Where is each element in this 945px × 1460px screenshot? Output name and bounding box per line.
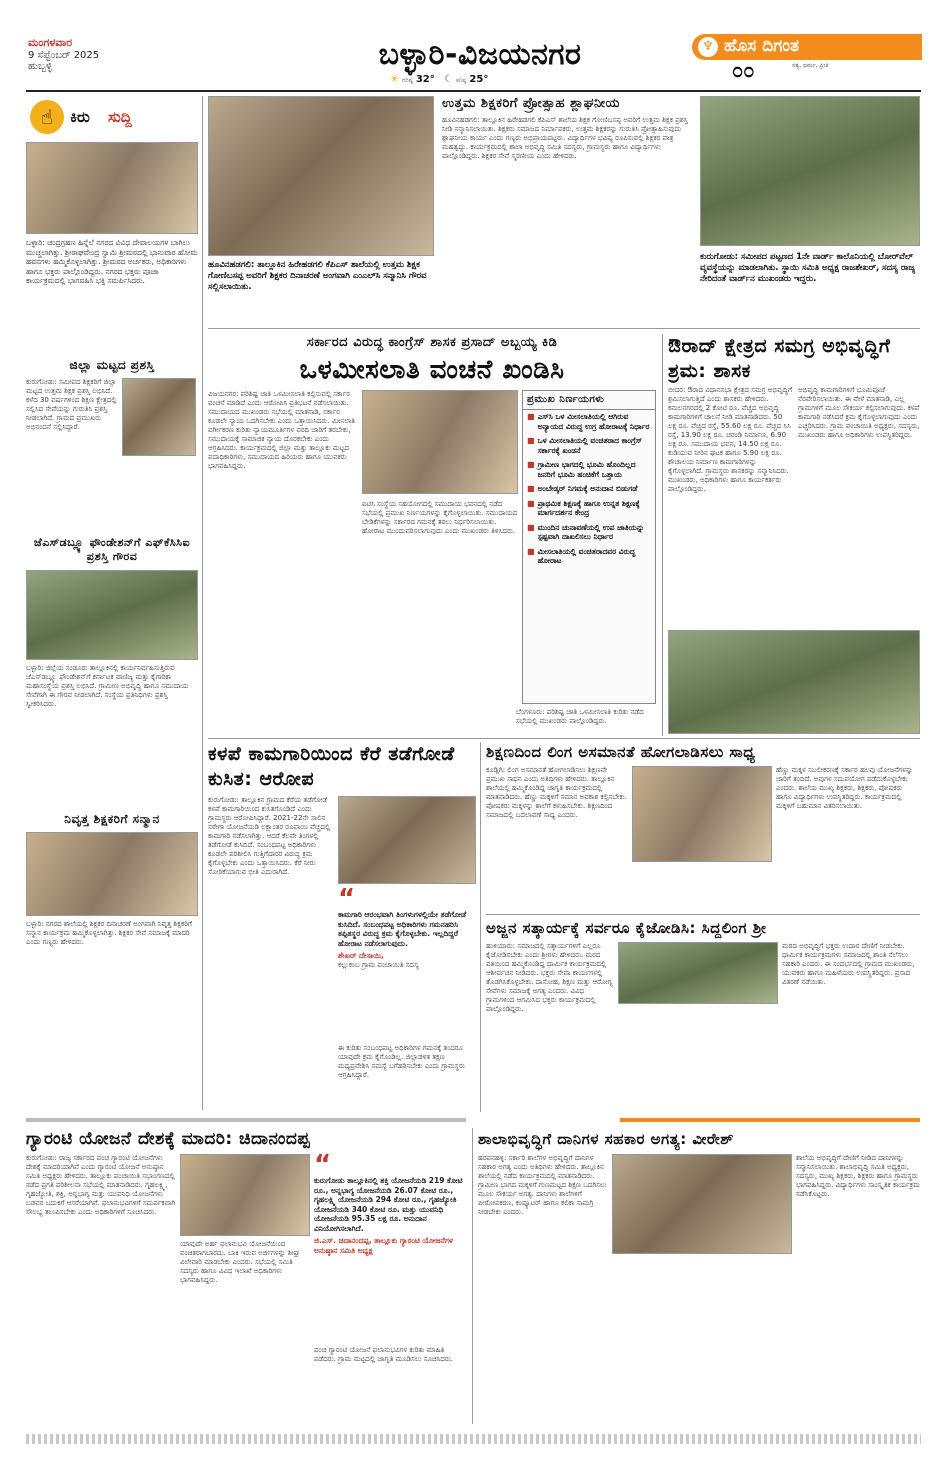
bottom-left-headline: ಗ್ಯಾರಂಟಿ ಯೋಜನೆ ದೇಶಕ್ಕೆ ಮಾದರಿ: ಚಿದಾನಂದಪ್ಪ	[26, 1129, 311, 1149]
quote-icon: “	[338, 884, 356, 914]
bullet-icon: ■	[527, 412, 535, 421]
top-mid-text: ಹೂವಿನಹಡಗಲಿ: ತಾಲ್ಲೂಕಿನ ಹಿರೇಹಡಗಲಿ ಕೆಪಿಎಸ್ ಶಾಲೆಯ ಶಿಕ್ಷಕ ಗೋಣಿಬಸಪ್ಪ ಅವರಿಗೆ ಉತ್ತಮ ಶಿಕ್ಷಕ ಪ್ರಶಸ್ತಿ ನೀಡಿ ಸನ್ಮಾನಿಸಲಾಯಿತು. ಶಿಕ್ಷಕರು ಸಮಾಜದ ನಿರ್ಮಾಪಕರು, ಉತ್ತಮ ಶಿಕ್ಷಕರನ್ನು ಗುರುತಿಸಿ ಪ್ರೋತ್ಸಾಹಿಸುವುದು ಶ್ಲಾಘನೀಯ ಕಾರ್ಯ ಎಂದು ಗಣ್ಯರು ಅಭಿಪ್ರಾಯಪಟ್ಟರು. ವಿದ್ಯಾರ್ಥಿಗಳ ಭವಿಷ್ಯ ರೂಪಿಸುವಲ್ಲಿ ಶಿಕ್ಷಕರ ಪಾತ್ರ ಮಹತ್ವದ್ದು. ಕಾರ್ಯಕ್ರಮದಲ್ಲಿ ಶಾಲಾ ಅಭಿವೃದ್ಧಿ ಸಮಿತಿ ಸದಸ್ಯರು, ಗ್ರಾಮಸ್ಥರು ಹಾಗೂ ವಿದ್ಯಾರ್ಥಿಗಳು ಪಾಲ್ಗೊಂಡಿದ್ದರು. ಶಿಕ್ಷಕರ ಸೇವೆ ಸ್ಮರಣೀಯ ಎಂದು ಹೇಳಿದರು.	[442, 116, 689, 160]
resolution-item: ■ ಗ್ರಾಮೀಣ ಭಾಗದಲ್ಲಿ ಭೂಮಿ ಹೊಂದಿಲ್ಲದ ಜನರಿಗೆ ಭೂಮಿ ಹಂಚಿಕೆಗೆ ಒತ್ತಾಯ	[527, 460, 636, 479]
bottom-left-text3: ಪಂಚ ಗ್ಯಾರಂಟಿ ಯೋಜನೆ ಫಲಾನುಭವಿಗಳ ಕುರಿತು ಮಾಹಿತಿ ಪಡೆದರು. ಗ್ರಾಮ ಮಟ್ಟದಲ್ಲಿ ಜಾಗೃತಿ ಮೂಡಿಸಲು ಸೂಚಿಸಿದರು.	[314, 1346, 454, 1363]
right-text-col1: ಬೀದರ: ಔರಾದ ವಿಧಾನಸಭಾ ಕ್ಷೇತ್ರದ ಸಮಗ್ರ ಅಭಿವೃದ್ಧಿಗೆ ಶ್ರಮಿಸಲಾಗುತ್ತಿದೆ ಎಂದು ಶಾಸಕರು ಹೇಳಿದರು. ಕಮಲನಗರದಲ್ಲಿ 2 ಕೋಟಿ ರೂ. ವೆಚ್ಚದ ಅಭಿವೃದ್ಧಿ ಕಾಮಗಾರಿಗಳಿಗೆ ಚಾಲನೆ ನೀಡಿ ಮಾತನಾಡಿದರು. 50 ಲಕ್ಷ ರೂ. ವೆಚ್ಚದ ರಸ್ತೆ, 55.60 ಲಕ್ಷ ರೂ. ವೆಚ್ಚದ ಸಿಸಿ ರಸ್ತೆ, 13.90 ಲಕ್ಷ ರೂ. ಚರಂಡಿ ನಿರ್ಮಾಣ, 6.90 ಲಕ್ಷ ರೂ. ಸಮುದಾಯ ಭವನ, 14.50 ಲಕ್ಷ ರೂ. ಕುಡಿಯುವ ನೀರಿನ ಘಟಕ ಹಾಗೂ 5.90 ಲಕ್ಷ ರೂ. ಶೌಚಾಲಯ ನಿರ್ಮಾಣ ಕಾಮಗಾರಿಗಳನ್ನು ಕೈಗೊಳ್ಳಲಾಗಿದೆ. ಗ್ರಾಮಸ್ಥರು ಶಾಸಕರನ್ನು ಸನ್ಮಾನಿಸಿದರು. ಮುಖಂಡರು, ಅಧಿಕಾರಿಗಳು ಹಾಗೂ ಕಾರ್ಯಕರ್ತರು ಪಾಲ್ಗೊಂಡಿದ್ದರು.	[668, 386, 792, 493]
lower-right-photo	[618, 942, 778, 1004]
bottom-divider	[472, 1128, 473, 1424]
stat-text: ಕುರುಗೋಡು ತಾಲ್ಲೂಕಿನಲ್ಲಿ ಶಕ್ತಿ ಯೋಜನೆಯಡಿ 219 ಕೋಟಿ ರೂ., ಅನ್ನಭಾಗ್ಯ ಯೋಜನೆಯಡಿ 26.07 ಕೋಟಿ ರೂ., ಗೃಹಲಕ್ಷ್ಮಿ ಯೋಜನೆಯಡಿ 294 ಕೋಟಿ ರೂ., ಗೃಹಜ್ಯೋತಿ ಯೋಜನೆಯಡಿ 340 ಕೋಟಿ ರೂ. ಮತ್ತು ಯುವನಿಧಿ ಯೋಜನೆಯಡಿ 95.35 ಲಕ್ಷ ರೂ. ಅನುದಾನ ವಿನಿಯೋಗಿಸಲಾಗಿದೆ.	[314, 1176, 463, 1233]
bullet-icon: ■	[527, 484, 535, 493]
top-left-photo	[208, 96, 434, 256]
mid-left-text2: ಈ ಕುರಿತು ಸಂಬಂಧಪಟ್ಟ ಅಧಿಕಾರಿಗಳ ಗಮನಕ್ಕೆ ತಂದರೂ ಯಾವುದೇ ಕ್ರಮ ಕೈಗೊಂಡಿಲ್ಲ. ಜಿಲ್ಲಾಡಳಿತ ತಕ್ಷಣ ಮಧ್ಯಪ್ರವೇಶಿಸಿ ಸಮಸ್ಯೆ ಬಗೆಹರಿಸಬೇಕು ಎಂದು ಗ್ರಾಮಸ್ಥರು ಆಗ್ರಹಿಸಿದ್ದಾರೆ.	[338, 1044, 465, 1079]
bottom-right-text2: ಶಾಲೆಯ ಅಭಿವೃದ್ಧಿಗೆ ದೇಣಿಗೆ ನೀಡಿದ ದಾನಿಗಳನ್ನು ಸನ್ಮಾನಿಸಲಾಯಿತು. ಶಾಲಾಭಿವೃದ್ಧಿ ಸಮಿತಿ ಅಧ್ಯಕ್ಷರು, ಸದಸ್ಯರು, ಮುಖ್ಯ ಶಿಕ್ಷಕರು, ಶಿಕ್ಷಕರು ಹಾಗೂ ಗ್ರಾಮಸ್ಥರು ಭಾಗವಹಿಸಿದ್ದರು. ವಿದ್ಯಾರ್ಥಿಗಳು ಸಾಂಸ್ಕೃತಿಕ ಕಾರ್ಯಕ್ರಮ ನಡೆಸಿಕೊಟ್ಟರು.	[796, 1154, 920, 1198]
mid-row-rule	[208, 738, 920, 739]
story2-text: ಕುರುಗೋಡು: ಸಮೀಪದ ಶಿಕ್ಷಕರಿಗೆ ಜಿಲ್ಲಾ ಮಟ್ಟದ ಉತ್ತಮ ಶಿಕ್ಷಕ ಪ್ರಶಸ್ತಿ ಲಭಿಸಿದೆ. ಕಳೆದ 30 ವರ್ಷಗಳಿಂದ ಶಿಕ್ಷಣ ಕ್ಷೇತ್ರದಲ್ಲಿ ಸಲ್ಲಿಸಿದ ಸೇವೆಯನ್ನು ಗುರುತಿಸಿ ಪ್ರಶಸ್ತಿ ನೀಡಲಾಗಿದೆ. ಗ್ರಾಮದ ಪ್ರಮುಖರು ಅಭಿನಂದನೆ ಸಲ್ಲಿಸಿದ್ದಾರೆ.	[26, 378, 117, 431]
stat-quote-icon: “	[314, 1150, 332, 1180]
brand-tagline: ಸತ್ಯ, ಧರ್ಮ, ಪ್ರೀತಿ	[792, 62, 829, 69]
story4-headline: ನಿವೃತ್ತ ಶಿಕ್ಷಕರಿಗೆ ಸನ್ಮಾನ	[64, 812, 160, 826]
resolution-item: ■ ಮೀಸಲಾತಿಯಲ್ಲಿ ವಂಚಿತರಾದವರ ವಿರುದ್ಧ ಹೋರಾಟ	[527, 546, 636, 565]
bullet-icon: ■	[527, 498, 535, 508]
date-label: 9 ಸೆಪ್ಟೆಂಬರ್ 2025	[28, 50, 100, 61]
stat-box	[314, 1150, 466, 1342]
bottom-left-photo	[180, 1154, 310, 1236]
mid-right-text2: ಹೆಣ್ಣು ಮಕ್ಕಳ ಸಬಲೀಕರಣಕ್ಕೆ ಸರ್ಕಾರ ಹಲವು ಯೋಜನೆಗಳನ್ನು ಜಾರಿಗೆ ತಂದಿದೆ. ಅವುಗಳ ಸದುಪಯೋಗ ಪಡೆದುಕೊಳ್ಳಬೇಕು ಎಂದರು. ಶಾಲೆಯ ಮುಖ್ಯ ಶಿಕ್ಷಕರು, ಶಿಕ್ಷಕರು, ಪೋಷಕರು ಹಾಗೂ ವಿದ್ಯಾರ್ಥಿಗಳು ಉಪಸ್ಥಿತರಿದ್ದರು. ಕಾರ್ಯಕ್ರಮದಲ್ಲಿ ಮಕ್ಕಳಿಗೆ ಬಹುಮಾನ ವಿತರಿಸಲಾಯಿತು.	[776, 766, 913, 810]
story3-headline: ಜೆಎಸ್‌ಡಬ್ಲ್ಯೂ ಫೌಂಡೇಶನ್‌ಗೆ ಎಫ್‌ಕೆಸಿಸಿಐ ಪ್ರಶಸ್ತಿ ಗೌರವ	[33, 536, 191, 563]
bullet-icon: ■	[527, 522, 535, 532]
resolution-item: ■ ಅಂಬೇಡ್ಕರ್ ನಿಗಮಕ್ಕೆ ಅನುದಾನ ಬಿಡುಗಡೆ	[527, 484, 638, 493]
weather-block	[390, 74, 570, 85]
day-label: ಮಂಗಳವಾರ	[28, 36, 73, 49]
story1-photo	[26, 142, 198, 234]
right-headline: ಔರಾದ್ ಕ್ಷೇತ್ರದ ಸಮಗ್ರ ಅಭಿವೃದ್ಧಿಗೆ ಶ್ರಮ: ಶಾಸಕ	[668, 335, 891, 382]
page-title: ಬಳ್ಳಾರಿ-ವಿಜಯನಗರ	[378, 37, 582, 72]
lead-headline: ಒಳಮೀಸಲಾತಿ ವಂಚನೆ ಖಂಡಿಸಿ	[299, 355, 565, 385]
moon-icon: ☾	[443, 74, 453, 85]
lead-kicker: ಸರ್ಕಾರದ ವಿರುದ್ಧ ಕಾಂಗ್ರೆಸ್ ಶಾಸಕ ಪ್ರಸಾದ್ ಅಬ್ಬಯ್ಯ ಕಿಡಿ	[306, 335, 558, 350]
lead-text-col2: ಐಟಿಸಿ ಸಂಸ್ಥೆಯ ಸಹಯೋಗದಲ್ಲಿ ಸಮುದಾಯ ಭವನದಲ್ಲಿ ನಡೆದ ಸಭೆಯಲ್ಲಿ ಪ್ರಮುಖ ನಿರ್ಣಯಗಳನ್ನು ಕೈಗೊಳ್ಳಲಾಯಿತು. ಸಮುದಾಯದ ಬೇಡಿಕೆಗಳನ್ನು ಸರ್ಕಾರದ ಗಮನಕ್ಕೆ ತರಲು ನಿರ್ಧರಿಸಲಾಯಿತು. ಹೋರಾಟ ಮುಂದುವರಿಸಲಾಗುವುದು ಎಂದು ಮುಖಂಡರು ತಿಳಿಸಿದರು.	[362, 500, 518, 535]
lamp-icon: ♆	[698, 37, 718, 57]
quote-author: ಶೇಖರ್ ದೇಸಾಯಿ,	[338, 951, 384, 960]
right-photo	[668, 630, 920, 734]
story1-text: ಬಳ್ಳಾರಿ: ಚಂದ್ರಗ್ರಹಣ ಹಿನ್ನೆಲೆ ನಗರದ ವಿವಿಧ ದೇವಾಲಯಗಳ ಬಾಗಿಲು ಮುಚ್ಚಲಾಗಿತ್ತು. ಶ್ರೀರಾಘವೇಂದ್ರ ಸ್ವಾಮಿ ಶ್ರೀಮಠದಲ್ಲಿ ಭಾನುವಾರ ಹೋಮ ಹವನಗಳು ಹಮ್ಮಿಕೊಳ್ಳಲಾಗಿತ್ತು. ಶ್ರೀಮಠದ ಅರ್ಚಕರು, ಅಧಿಕಾರಿಗಳು ಹಾಗೂ ಭಕ್ತರು ಪಾಲ್ಗೊಂಡಿದ್ದರು. ನಗರದ ಭಕ್ತರು ಪೂಜಾ ಕಾರ್ಯಕ್ರಮದಲ್ಲಿ ಭಾಗವಹಿಸಿ ಭಕ್ತಿ ಸಮರ್ಪಿಸಿದರು.	[26, 238, 198, 285]
lower-right-text: ಹುಳಿಯಾರು: ಸಮಾಜದಲ್ಲಿ ಸತ್ಕಾರ್ಯಗಳಿಗೆ ಎಲ್ಲರೂ ಕೈಜೋಡಿಸಬೇಕು ಎಂದು ಶ್ರೀಗಳು ಹೇಳಿದರು. ಮಠದ ವತಿಯಿಂದ ಹಮ್ಮಿಕೊಂಡಿದ್ದ ಧಾರ್ಮಿಕ ಕಾರ್ಯಕ್ರಮದಲ್ಲಿ ಆಶೀರ್ವಚನ ನೀಡಿದರು. ಭಕ್ತರು ಸೇವಾ ಕಾರ್ಯಗಳಲ್ಲಿ ತೊಡಗಿಸಿಕೊಳ್ಳಬೇಕು. ದಾಸೋಹ, ಶಿಕ್ಷಣ ಮತ್ತು ಆರೋಗ್ಯ ಸೇವೆಗಳು ಸಮಾಜಕ್ಕೆ ಅಗತ್ಯ ಎಂದರು. ವಿವಿಧ ಗ್ರಾಮಗಳಿಂದ ಆಗಮಿಸಿದ ಭಕ್ತರು ಕಾರ್ಯಕ್ರಮದಲ್ಲಿ ಪಾಲ್ಗೊಂಡಿದ್ದರು.	[486, 942, 613, 1013]
resolution-item: ■ ಪ್ರಾಥಮಿಕ ಶಿಕ್ಷಣಕ್ಕೆ ಹಾಗೂ ಉನ್ನತ ಶಿಕ್ಷಣಕ್ಕೆ ಮಾರ್ಗದರ್ಶನ ಕೇಂದ್ರ	[527, 498, 640, 517]
masthead	[0, 0, 945, 90]
sun-icon: ☀	[390, 74, 399, 85]
story3-photo	[26, 570, 198, 660]
quote-text: ಕಾಮಗಾರಿ ಆರಂಭವಾಗಿ ತಿಂಗಳುಗಳಲ್ಲಿಯೇ ತಡೆಗೋಡೆ ಕುಸಿದಿದೆ. ಸಂಬಂಧಪಟ್ಟ ಅಧಿಕಾರಿಗಳು ಗಮನಹರಿಸಿ ತಪ್ಪಿತಸ್ಥರ ವಿರುದ್ಧ ಕ್ರಮ ಕೈಗೊಳ್ಳಬೇಕು. ಇಲ್ಲದಿದ್ದರೆ ಹೋರಾಟ ನಡೆಸಲಾಗುವುದು.	[338, 910, 467, 948]
bullet-icon: ■	[527, 546, 535, 556]
bottom-right-photo	[612, 1154, 792, 1254]
story2-photo	[122, 378, 196, 456]
mid-right-text: ಕೂಡ್ಲಿಗಿ: ಲಿಂಗ ಅಸಮಾನತೆ ಹೋಗಲಾಡಿಸಲು ಶಿಕ್ಷಣವೇ ಪ್ರಮುಖ ಸಾಧನ ಎಂದು ಅತಿಥಿಗಳು ಹೇಳಿದರು. ತಾಲ್ಲೂಕಿನ ಶಾಲೆಯಲ್ಲಿ ಹಮ್ಮಿಕೊಂಡಿದ್ದ ಜಾಗೃತಿ ಕಾರ್ಯಕ್ರಮದಲ್ಲಿ ಮಾತನಾಡಿದರು. ಹೆಣ್ಣು ಮಕ್ಕಳಿಗೆ ಸಮಾನ ಅವಕಾಶ ಕಲ್ಪಿಸಬೇಕು. ಪೋಷಕರು ಮಕ್ಕಳನ್ನು ಶಾಲೆಗೆ ಕಳುಹಿಸಬೇಕು. ಶಿಕ್ಷಣದಿಂದ ಸಮಾಜದಲ್ಲಿ ಬದಲಾವಣೆ ಸಾಧ್ಯ ಎಂದರು.	[486, 766, 627, 819]
resolution-item: ■ ಎಸ್‌ಸಿ ಒಳ ಮೀಸಲಾತಿಯಲ್ಲಿ ಆಗಿರುವ ಅನ್ಯಾಯದ ವಿರುದ್ಧ ಉಗ್ರ ಹೋರಾಟಕ್ಕೆ ನಿರ್ಧಾರ	[527, 412, 650, 431]
section-bar-left	[26, 1118, 466, 1122]
top-left-caption: ಹೂವಿನಹಡಗಲಿ: ತಾಲ್ಲೂಕಿನ ಹಿರೇಹಡಗಲಿ ಕೆಪಿಎಸ್ ಶಾಲೆಯಲ್ಲಿ ಉತ್ತಮ ಶಿಕ್ಷಕ ಗೋಣಿಬಸಪ್ಪ ಅವರಿಗೆ ಶಿಕ್ಷಕರ ದಿನಾಚರಣೆ ಅಂಗವಾಗಿ ಎಂಎಲ್‌ಸಿ ಸನ್ಮಾನಿಸಿ ಗೌರವ ಸಲ್ಲಿಸಲಾಯಿತು.	[208, 260, 427, 292]
quote-box	[338, 884, 476, 1040]
lead-divider	[662, 334, 663, 736]
top-mid-headline: ಉತ್ತಮ ಶಿಕ್ಷಕರಿಗೆ ಪ್ರೋತ್ಸಾಹ ಶ್ಲಾಘನೀಯ	[442, 96, 620, 111]
resolutions-box	[522, 390, 656, 704]
resolution-item: ■ ಮುಂದಿನ ಚುನಾವಣೆಯಲ್ಲಿ ಉಪ ಜಾತಿಯನ್ನು ಸ್ಪಷ್ಟವಾಗಿ ದಾಖಲಿಸಲು ನಿರ್ಧಾರ	[527, 522, 645, 541]
kirusuddi-header	[26, 96, 198, 138]
lead-photo-caption: ಬೆಂಗಳೂರು: ಪರಿಶಿಷ್ಟ ಜಾತಿ ಒಳಮೀಸಲಾತಿ ಕುರಿತು ನಡೆದ ಸಭೆಯಲ್ಲಿ ಮುಖಂಡರು ಪಾಲ್ಗೊಂಡಿದ್ದರು.	[516, 708, 644, 725]
quote-role: ಕಲ್ಲುಕಂಬ ಗ್ರಾಮ ಪಂಚಾಯಿತಿ ಸದಸ್ಯ	[338, 961, 419, 969]
mid-divider	[480, 742, 481, 1112]
bullet-icon: ■	[527, 460, 535, 469]
lead-photo	[362, 390, 518, 494]
story2-headline: ಜಿಲ್ಲಾ ಮಟ್ಟದ ಪ್ರಶಸ್ತಿ	[69, 358, 155, 372]
min-temp: 25°	[469, 74, 489, 85]
bottom-left-text: ಕುರುಗೋಡು: ರಾಜ್ಯ ಸರ್ಕಾರದ ಪಂಚ ಗ್ಯಾರಂಟಿ ಯೋಜನೆಗಳು ದೇಶಕ್ಕೆ ಮಾದರಿಯಾಗಿವೆ ಎಂದು ಗ್ಯಾರಂಟಿ ಯೋಜನೆ ಅನುಷ್ಠಾನ ಸಮಿತಿ ಅಧ್ಯಕ್ಷರು ಹೇಳಿದರು. ತಾಲ್ಲೂಕು ಪಂಚಾಯಿತಿ ಸಭಾಂಗಣದಲ್ಲಿ ನಡೆದ ಪ್ರಗತಿ ಪರಿಶೀಲನಾ ಸಭೆಯಲ್ಲಿ ಮಾತನಾಡಿದರು. ಗೃಹಲಕ್ಷ್ಮಿ, ಗೃಹಜ್ಯೋತಿ, ಶಕ್ತಿ, ಅನ್ನಭಾಗ್ಯ ಮತ್ತು ಯುವನಿಧಿ ಯೋಜನೆಗಳು ಬಡವರ ಬದುಕಿಗೆ ಆಸರೆಯಾಗಿವೆ. ಫಲಾನುಭವಿಗಳಿಗೆ ಸಮರ್ಪಕವಾಗಿ ಸೌಲಭ್ಯ ತಲುಪಿಸಬೇಕು ಎಂದು ಅಧಿಕಾರಿಗಳಿಗೆ ಸೂಚಿಸಿದರು.	[26, 1154, 176, 1216]
section-bar-right	[620, 1118, 920, 1122]
lead-text-col1: ವಿಜಯನಗರ: ಪರಿಶಿಷ್ಟ ಜಾತಿ ಒಳಮೀಸಲಾತಿ ಕಲ್ಪಿಸುವಲ್ಲಿ ಸರ್ಕಾರ ವಂಚನೆ ಮಾಡಿದೆ ಎಂದು ಆರೋಪಿಸಿ ಪ್ರತಿಭಟನೆ ನಡೆಸಲಾಯಿತು. ಸಮುದಾಯದ ಮುಖಂಡರು ಸಭೆಯಲ್ಲಿ ಮಾತನಾಡಿ, ಸರ್ಕಾರ ಕೂಡಲೇ ನ್ಯಾಯ ಒದಗಿಸಬೇಕು ಎಂದು ಒತ್ತಾಯಿಸಿದರು. ಮೀಸಲಾತಿ ವರ್ಗೀಕರಣ ಕುರಿತು ನ್ಯಾಯಮೂರ್ತಿಗಳ ವರದಿ ಜಾರಿಗೆ ತರಬೇಕು, ಸಮುದಾಯಕ್ಕೆ ಸಾಮಾಜಿಕ ನ್ಯಾಯ ದೊರಕಬೇಕು ಎಂದು ಆಗ್ರಹಿಸಿದರು. ಕಾರ್ಯಕ್ರಮದಲ್ಲಿ ಜಿಲ್ಲಾ ಮತ್ತು ತಾಲ್ಲೂಕು ಮಟ್ಟದ ಪದಾಧಿಕಾರಿಗಳು, ಸಮುದಾಯದ ಹಿರಿಯರು ಹಾಗೂ ಯುವಕರು ಭಾಗವಹಿಸಿದ್ದರು.	[208, 390, 355, 470]
bullet-icon: ■	[527, 436, 535, 445]
hand-icon: ☝	[30, 100, 64, 134]
mid-right-rule	[486, 914, 920, 915]
min-temp-label: ಕನಿಷ್ಠ	[456, 77, 467, 84]
lower-right-text2: ಮಠದ ಅಭಿವೃದ್ಧಿಗೆ ಭಕ್ತರು ಉದಾರ ದೇಣಿಗೆ ನೀಡಬೇಕು. ಧಾರ್ಮಿಕ ಕಾರ್ಯಕ್ರಮಗಳು ಸಮಾಜದಲ್ಲಿ ಶಾಂತಿ ನೆಲೆಸಲು ಸಹಕಾರಿ ಎಂದರು. ಈ ಸಂದರ್ಭದಲ್ಲಿ ಗ್ರಾಮದ ಮುಖಂಡರು, ಯುವಕರು ಹಾಗೂ ಮಹಿಳೆಯರು ಉಪಸ್ಥಿತರಿದ್ದರು. ಪ್ರಸಾದ ವಿತರಣೆ ನಡೆಯಿತು.	[782, 942, 915, 986]
resolutions-title: ಪ್ರಮುಖ ನಿರ್ಣಯಗಳು	[523, 391, 655, 410]
mid-right-headline: ಶಿಕ್ಷಣದಿಂದ ಲಿಂಗ ಅಸಮಾನತೆ ಹೋಗಲಾಡಿಸಲು ಸಾಧ್ಯ	[486, 743, 756, 761]
bottom-left-text2: ಯಾವುದೇ ಅರ್ಹ ಫಲಾನುಭವಿ ಯೋಜನೆಯಿಂದ ವಂಚಿತರಾಗಬಾರದು. ಬಾಕಿ ಇರುವ ಅರ್ಜಿಗಳನ್ನು ಶೀಘ್ರ ವಿಲೇವಾರಿ ಮಾಡಬೇಕು ಎಂದರು. ಸಭೆಯಲ್ಲಿ ಸಮಿತಿ ಸದಸ್ಯರು ಹಾಗೂ ವಿವಿಧ ಇಲಾಖೆ ಅಧಿಕಾರಿಗಳು ಭಾಗವಹಿಸಿದ್ದರು.	[180, 1240, 300, 1284]
bottom-right-headline: ಶಾಲಾಭಿವೃದ್ಧಿಗೆ ದಾನಿಗಳ ಸಹಕಾರ ಅಗತ್ಯ: ವೀರೇಶ್	[478, 1130, 734, 1148]
kirusuddi-label-b: ಸುದ್ದಿ	[108, 108, 132, 126]
mid-right-photo	[632, 766, 772, 862]
lower-right-headline: ಅಜ್ಜನ ಸತ್ಕಾರ್ಯಕ್ಕೆ ಸರ್ವರೂ ಕೈಜೋಡಿಸಿ: ಸಿದ್ದಲಿಂಗ ಶ್ರೀ	[486, 919, 767, 937]
date-block	[28, 36, 158, 72]
resolutions-list	[523, 410, 655, 573]
story3-text: ಬಳ್ಳಾರಿ: ಜಿಲ್ಲೆಯ ಸಂಡೂರು ತಾಲ್ಲೂಕಿನಲ್ಲಿ ಕಾರ್ಯನಿರ್ವಹಿಸುತ್ತಿರುವ ಜೆಎಸ್‌ಡಬ್ಲ್ಯೂ ಫೌಂಡೇಶನ್‌ಗೆ ಕರ್ನಾಟಕ ವಾಣಿಜ್ಯ ಮತ್ತು ಕೈಗಾರಿಕಾ ಮಹಾಸಂಸ್ಥೆಯ ಪ್ರಶಸ್ತಿ ಲಭಿಸಿದೆ. ಗ್ರಾಮೀಣ ಅಭಿವೃದ್ಧಿ ಹಾಗೂ ಸಮುದಾಯ ಸೇವೆಗಾಗಿ ಈ ಗೌರವ ನೀಡಲಾಗಿದೆ. ಸಂಸ್ಥೆಯ ಪ್ರತಿನಿಧಿಗಳು ಪ್ರಶಸ್ತಿ ಸ್ವೀಕರಿಸಿದರು.	[26, 664, 189, 708]
kirusuddi-column	[26, 96, 198, 1110]
edition-label: ಹುಬ್ಬಳ್ಳಿ	[28, 61, 53, 72]
header-rule	[26, 90, 921, 92]
kirusuddi-label-a: ಕಿರು	[70, 108, 90, 126]
page-number: ೦೦	[732, 58, 755, 82]
stat-author: ಜಿ.ಎಸ್. ಚಿದಾನಂದಪ್ಪ, ತಾಲ್ಲೂಕು ಗ್ಯಾರಂಟಿ ಯೋಜನೆಗಳ ಅನುಷ್ಠಾನ ಸಮಿತಿ ಅಧ್ಯಕ್ಷ	[314, 1236, 453, 1255]
top-right-caption: ಕುರುಗೋಡು: ಸಮೀಪದ ಪಟ್ಟಣದ 1ನೇ ವಾರ್ಡ್ ಕಾಲೊನಿಯಲ್ಲಿ ಬೋರ್‌ವೆಲ್ ವ್ಯವಸ್ಥೆಯನ್ನು ಮಾಡಲಾಗಿತು. ಸ್ಥಾಯಿ ಸಮಿತಿ ಅಧ್ಯಕ್ಷ ರಾಜಶೇಖರ್, ಸದಸ್ಯ ರಾಜ್ಯ ನೇರಿದಂತೆ ವಾರ್ಡ್‌ನ ಮುಖಂಡರು ಇದ್ದರು.	[700, 252, 916, 284]
mid-left-text: ಕುರುಗೋಡು: ತಾಲ್ಲೂಕಿನ ಗ್ರಾಮದ ಕೆರೆಯ ತಡೆಗೋಡೆ ಕಳಪೆ ಕಾಮಗಾರಿಯಿಂದ ಕುಸಿತಗೊಂಡಿದೆ ಎಂದು ಗ್ರಾಮಸ್ಥರು ಆರೋಪಿಸಿದ್ದಾರೆ. 2021-22ನೇ ಸಾಲಿನ ನರೇಗಾ ಯೋಜನೆಯಡಿ ಲಕ್ಷಾಂತರ ರೂಪಾಯಿ ವೆಚ್ಚದಲ್ಲಿ ಕಾಮಗಾರಿ ನಡೆಸಲಾಗಿತ್ತು. ಆದರೆ ಕೆಲವೇ ತಿಂಗಳಲ್ಲಿ ತಡೆಗೋಡೆ ಕುಸಿದಿದೆ. ಸಂಬಂಧಪಟ್ಟ ಅಧಿಕಾರಿಗಳು ಕೂಡಲೇ ಪರಿಶೀಲಿಸಿ ಗುತ್ತಿಗೆದಾರರ ವಿರುದ್ಧ ಕ್ರಮ ಕೈಗೊಳ್ಳಬೇಕು ಎಂದು ಒತ್ತಾಯಿಸಿದರು. ಕೆರೆ ನೀರು ಸೋರಿಕೆಯಾಗುವ ಭೀತಿ ಎದುರಾಗಿದೆ.	[208, 796, 331, 876]
max-temp: 32°	[415, 74, 435, 85]
mid-left-headline: ಕಳಪೆ ಕಾಮಗಾರಿಯಿಂದ ಕೆರೆ ತಡೆಗೋಡೆ ಕುಸಿತ: ಆರೋಪ	[208, 743, 455, 790]
story4-text: ಬಳ್ಳಾರಿ: ನಗರದ ಶಾಲೆಯಲ್ಲಿ ಶಿಕ್ಷಕರ ದಿನಾಚರಣೆ ಅಂಗವಾಗಿ ನಿವೃತ್ತ ಶಿಕ್ಷಕರಿಗೆ ಸನ್ಮಾನ ಕಾರ್ಯಕ್ರಮ ಹಮ್ಮಿಕೊಳ್ಳಲಾಗಿತ್ತು. ಶಿಕ್ಷಕರ ಸೇವೆ ಸಮಾಜಕ್ಕೆ ಮಾದರಿ ಎಂದು ಗಣ್ಯರು ಹೇಳಿದರು.	[26, 920, 192, 946]
resolution-item: ■ ಒಳ ಮೀಸಲಾತಿಯಲ್ಲಿ ವಂಚಿತರಾದ ಕಾಂಗ್ರೆಸ್ ಸರ್ಕಾರಕ್ಕೆ ಖಂಡನೆ	[527, 436, 643, 455]
bottom-right-text: ಹರಪನಹಳ್ಳಿ: ಸರ್ಕಾರಿ ಶಾಲೆಗಳ ಅಭಿವೃದ್ಧಿಗೆ ದಾನಿಗಳ ಸಹಕಾರ ಅಗತ್ಯ ಎಂದು ಅತಿಥಿಗಳು ಹೇಳಿದರು. ತಾಲ್ಲೂಕಿನ ಶಾಲೆಯಲ್ಲಿ ನಡೆದ ಕಾರ್ಯಕ್ರಮದಲ್ಲಿ ಮಾತನಾಡಿದರು. ಗ್ರಾಮೀಣ ಭಾಗದ ಮಕ್ಕಳಿಗೆ ಗುಣಮಟ್ಟದ ಶಿಕ್ಷಣ ಒದಗಿಸಲು ಮೂಲ ಸೌಕರ್ಯ ಅಗತ್ಯ. ದಾನಿಗಳು ಶಾಲೆಗಳಿಗೆ ಪೀಠೋಪಕರಣ, ಕಂಪ್ಯೂಟರ್ ಹಾಗೂ ಕಲಿಕಾ ಸಾಮಗ್ರಿ ನೀಡಬೇಕು ಎಂದರು.	[478, 1154, 607, 1216]
right-text-col2: ಅಭಿವೃದ್ಧಿ ಕಾಮಗಾರಿಗಳಿಗೆ ಭೂಮಿಪೂಜೆ ನೆರವೇರಿಸಲಾಯಿತು. ಈ ವೇಳೆ ಮಾತನಾಡಿ, ಎಲ್ಲ ಗ್ರಾಮಗಳಿಗೆ ಮೂಲ ಸೌಕರ್ಯ ಕಲ್ಪಿಸಲಾಗುವುದು. ಕಳಪೆ ಕಾಮಗಾರಿ ನಡೆಸಿದರೆ ಕ್ರಮ ಕೈಗೊಳ್ಳಲಾಗುವುದು ಎಂದು ಎಚ್ಚರಿಸಿದರು. ಗ್ರಾಮ ಪಂಚಾಯಿತಿ ಅಧ್ಯಕ್ಷರು, ಸದಸ್ಯರು, ಮುಖಂಡರು ಹಾಗೂ ಅಧಿಕಾರಿಗಳು ಉಪಸ್ಥಿತರಿದ್ದರು.	[798, 386, 920, 439]
left-column-divider	[202, 96, 203, 1110]
footer-dots	[26, 1434, 921, 1444]
story4-photo	[26, 832, 198, 916]
brand-block	[692, 34, 922, 84]
top-right-photo	[700, 96, 920, 246]
brand-name: ಹೊಸ ದಿಗಂತ	[724, 36, 799, 56]
top-row-rule	[208, 328, 920, 329]
mid-left-photo	[338, 796, 476, 884]
max-temp-label: ಗರಿಷ್ಠ	[402, 77, 413, 84]
